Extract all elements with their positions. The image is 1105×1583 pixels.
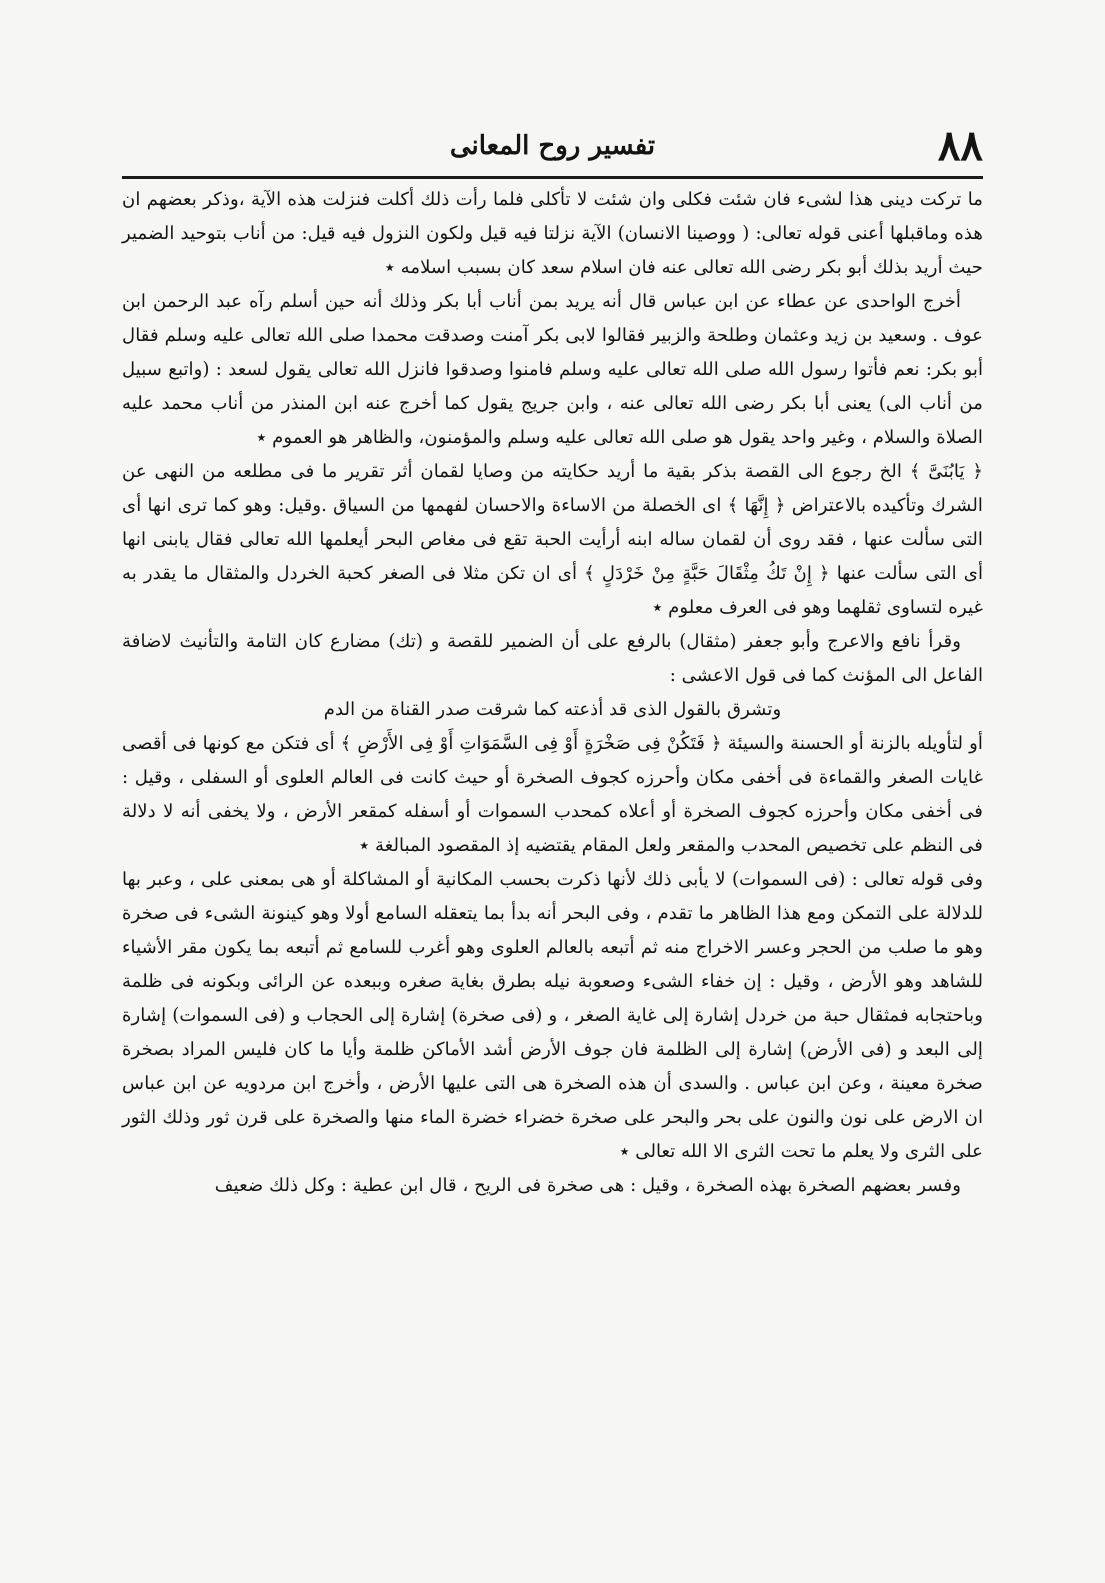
body-text bbox=[122, 183, 983, 1203]
paragraph-5: أو لتأويله بالزنة أو الحسنة والسيئة ﴿ فَتَكُنْ فِى صَخْرَةٍ أَوْ فِى السَّمَوَاتِ أَوْ فِى الأَرْضِ ﴾ أى فتكن مع كونها فى أقصى غايات الصغر والقماءة فى أخفى مكان وأحرزه كجوف الصخرة أو حيث كانت فى العالم العلوى أو السفلى ، وقيل : فى أخفى مكان وأحرزه كجوف الصخرة أو أعلاه كمحدب السموات أو أسفله كمقعر الأرض ، ولا يخفى أنه لا دلالة فى النظم على تخصيص المحدب والمقعر ولعل المقام يقتضيه إذ المقصود المبالغة ٭ bbox=[122, 733, 983, 856]
paragraph-1: ما تركت دينى هذا لشىء فان شئت فكلى وان شئت لا تأكلى فلما رأت ذلك أكلت فنزلت هذه الآية ،وذكر بعضهم ان هذه وماقبلها أعنى قوله تعالى: ( ووصينا الانسان) الآية نزلتا فيه قيل ولكون النزول فيه قيل: من أناب بتوحيد الضمير حيث أريد بذلك أبو بكر رضى الله تعالى عنه فان اسلام سعد كان بسبب اسلامه ٭ bbox=[122, 189, 983, 278]
page-number: ٨٨ bbox=[937, 121, 983, 170]
paragraph-3: ﴿ يَابُنَىَّ ﴾ الخ رجوع الى القصة بذكر بقية ما أريد حكايته من وصايا لقمان أثر تقرير ما فى مطلعه من النهى عن الشرك وتأكيده بالاعتراض ﴿ إِنَّهَا ﴾ اى الخصلة من الاساءة والاحسان لفهمها من السياق .وقيل: وهو كما ترى انها أى التى سألت عنها ، فقد روى أن لقمان ساله ابنه أرأيت الحبة تقع فى مغاص البحر أيعلمها الله تعالى فقال يابنى انها أى التى سألت عنها ﴿ إِنْ تَكُ مِثْقَالَ حَبَّةٍ مِنْ خَرْدَلٍ ﴾ أى ان تكن مثلا فى الصغر كحبة الخردل والمثقال ما يقدر به غيره لتساوى ثقلهما وهو فى العرف معلوم ٭ bbox=[122, 461, 983, 618]
paragraph-6: وفى قوله تعالى : (فى السموات) لا يأبى ذلك لأنها ذكرت بحسب المكانية أو المشاكلة أو هى بمعنى على ، وعبر بها للدلالة على التمكن ومع هذا الظاهر ما تقدم ، وفى البحر أنه بدأ بما يتعقله السامع أولا وهو كينونة الشىء فى صخرة وهو ما صلب من الحجر وعسر الاخراج منه ثم أتبعه بالعالم العلوى وهو أغرب للسامع ثم أتبعه بما يكون مقر الأشياء للشاهد وهو الأرض ، وقيل : إن خفاء الشىء وصعوبة نيله بطرق بغاية صغره وببعده عن الرائى وبكونه فى ظلمة وباحتجابه فمثقال حبة من خردل إشارة إلى غاية الصغر ، و (فى صخرة) إشارة إلى الحجاب و (فى السموات) إشارة إلى البعد و (فى الأرض) إشارة إلى الظلمة فان جوف الأرض أشد الأماكن ظلمة وأيا ما كان فليس المراد بصخرة صخرة معينة ، وعن ابن عباس . والسدى أن هذه الصخرة هى التى عليها الأرض ، وأخرج ابن مردويه عن ابن عباس ان الارض على نون والنون على بحر والبحر على صخرة خضراء خضرة الماء منها والصخرة على قرن ثور وذلك الثور على الثرى ولا يعلم ما تحت الثرى الا الله تعالى ٭ bbox=[122, 869, 983, 1162]
poetry-verse: وتشرق بالقول الذى قد أذعته كما شرقت صدر القناة من الدم bbox=[323, 699, 782, 720]
running-title: تفسير روح المعانى bbox=[449, 131, 656, 161]
paragraph-2: أخرج الواحدى عن عطاء عن ابن عباس قال أنه يريد بمن أناب أبا بكر وذلك أنه حين أسلم رآه عبد الرحمن ابن عوف . وسعيد بن زيد وعثمان وطلحة والزبير فقالوا لابى بكر آمنت وصدقت محمدا صلى الله تعالى عليه وسلم فقال أبو بكر: نعم فأتوا رسول الله صلى الله تعالى عليه وسلم فامنوا وصدقوا فانزل الله تعالى يقول لسعد : (واتبع سبيل من أناب الى) يعنى أبا بكر رضى الله تعالى عنه ، وابن جريج يقول كما أخرج عنه ابن المنذر من أناب محمد عليه الصلاة والسلام ، وغير واحد يقول هو صلى الله تعالى عليه وسلم والمؤمنون، والظاهر هو العموم ٭ bbox=[122, 291, 983, 448]
paragraph-7: وفسر بعضهم الصخرة بهذه الصخرة ، وقيل : هى صخرة فى الريح ، قال ابن عطية : وكل ذلك ضعيف bbox=[214, 1175, 961, 1196]
paragraph-4: وقرأ نافع والاعرج وأبو جعفر (مثقال) بالرفع على أن الضمير للقصة و (تك) مضارع كان التامة والتأنيث لاضافة الفاعل الى المؤنث كما فى قول الاعشى : bbox=[122, 631, 983, 686]
page-header bbox=[122, 120, 983, 179]
